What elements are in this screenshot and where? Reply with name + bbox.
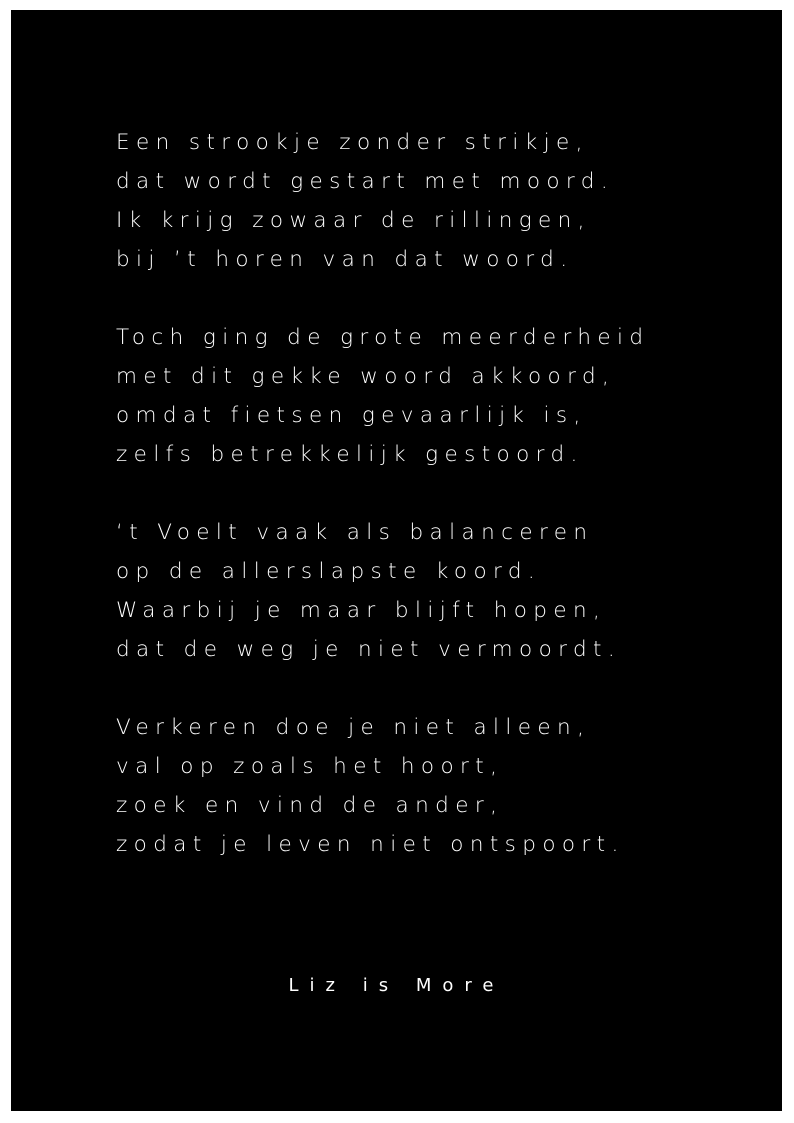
poem-line: op de allerslapste koord. (116, 559, 542, 584)
poem-line: Verkeren doe je niet alleen, (116, 715, 591, 740)
poem-line: ‘t Voelt vaak als balanceren (116, 520, 594, 545)
poem-line: dat de weg je niet vermoordt. (116, 637, 622, 662)
poem-line: zelfs betrekkelijk gestoord. (116, 442, 584, 467)
author-signature: Liz is More (288, 975, 505, 996)
poster (11, 10, 782, 1111)
poem-line: Toch ging de grote meerderheid (116, 325, 650, 350)
poem-line: zoek en vind de ander, (116, 793, 504, 818)
poem-line: Ik krijg zowaar de rillingen, (116, 208, 591, 233)
poem-line: bij ’t horen van dat woord. (116, 247, 574, 272)
poem-line: omdat fietsen gevaarlijk is, (116, 403, 587, 428)
stanza-1 (116, 123, 649, 279)
stanza-3 (116, 513, 649, 669)
poem (116, 123, 649, 864)
poem-line: Een strookje zonder strikje, (116, 130, 589, 155)
stanza-2 (116, 318, 649, 474)
poem-line: dat wordt gestart met moord. (116, 169, 615, 194)
poem-line: val op zoals het hoort, (116, 754, 504, 779)
poem-line: Waarbij je maar blijft hopen, (116, 598, 607, 623)
poem-line: met dit gekke woord akkoord, (116, 364, 616, 389)
stanza-4 (116, 708, 649, 864)
poem-line: zodat je leven niet ontspoort. (116, 832, 625, 857)
